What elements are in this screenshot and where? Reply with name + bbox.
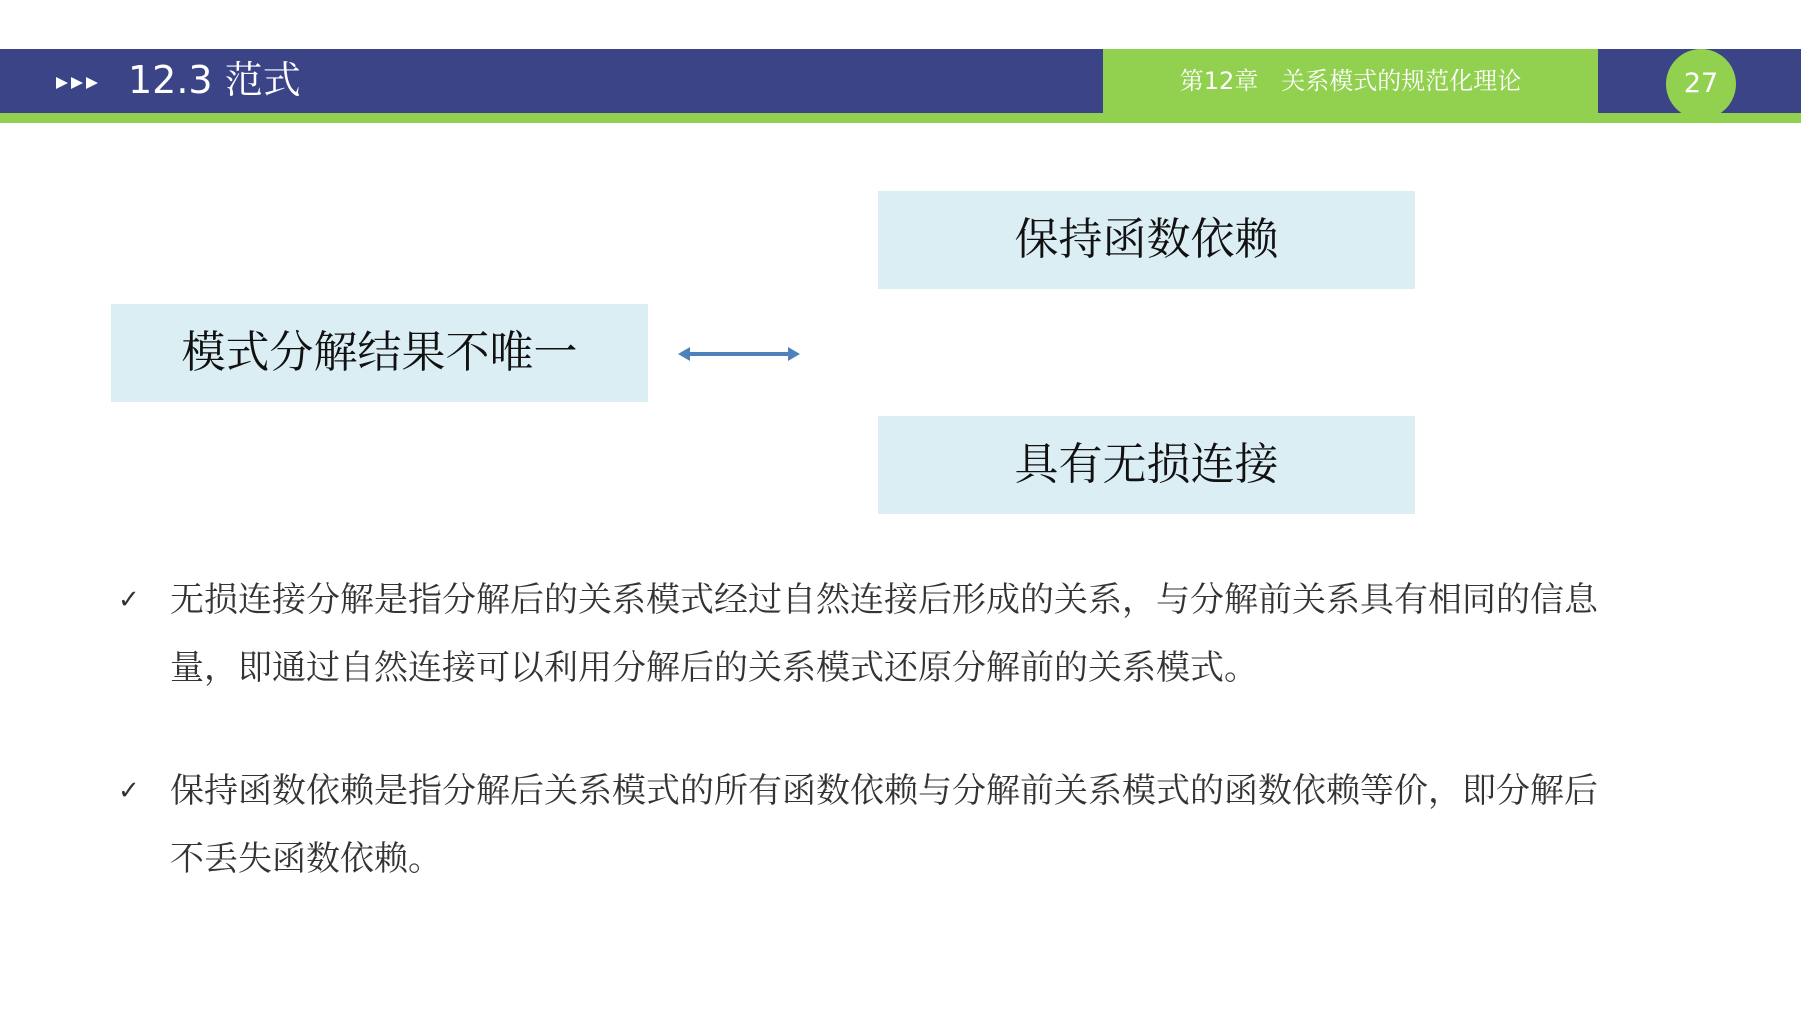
diagram-box-decomposition: 模式分解结果不唯一 [111,304,648,402]
bullet-text: 保持函数依赖是指分解后关系模式的所有函数依赖与分解前关系模式的函数依赖等价，即分解后不丢失函数依赖。 [170,771,1598,879]
double-arrow-icon [676,342,802,366]
check-icon: ✓ [118,776,140,806]
chapter-title: 第12章 关系模式的规范化理论 [1179,67,1522,95]
bullet-text: 无损连接分解是指分解后的关系模式经过自然连接后形成的关系，与分解前关系具有相同的信息量，即通过自然连接可以利用分解后的关系模式还原分解前的关系模式。 [170,580,1598,688]
diagram-box-lossless-join: 具有无损连接 [878,416,1415,514]
diagram-box-preserve-dependency: 保持函数依赖 [878,191,1415,289]
check-icon: ✓ [118,585,140,615]
section-title: 12.3 范式 [128,58,301,102]
page-number-badge: 27 [1666,49,1736,119]
header-accent-line [0,113,1801,123]
bullet-item [118,757,1618,897]
bullet-item [118,566,1618,706]
triple-arrow-icon [56,72,98,94]
